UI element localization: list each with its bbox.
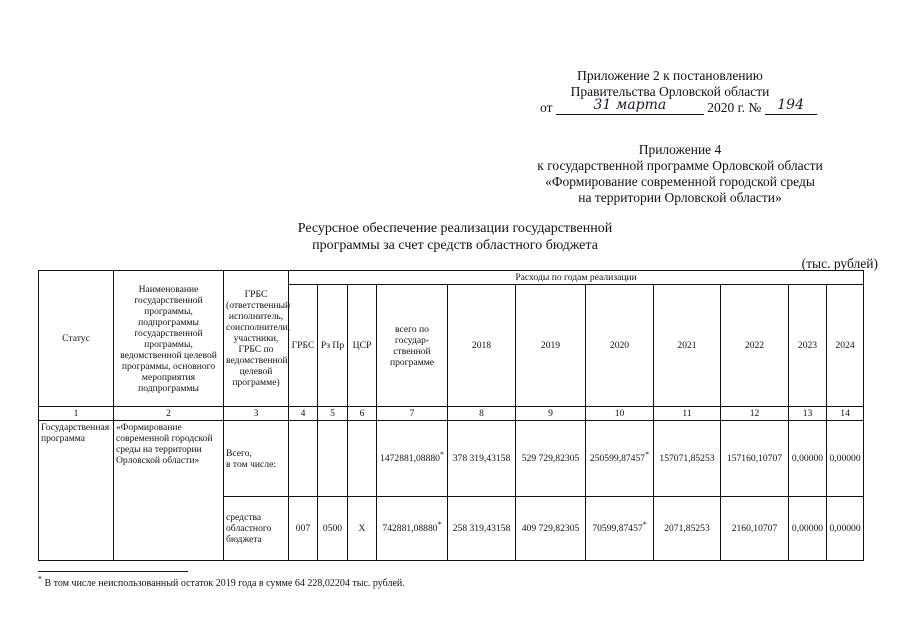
col-number: 6: [348, 407, 377, 421]
csr-cell: [348, 421, 377, 497]
table-row: [39, 421, 864, 497]
value-2020-cell: [586, 421, 654, 497]
value-2024: 0,00000: [827, 421, 864, 497]
footnote-marker: *: [437, 519, 442, 529]
rzpr-cell: 0500: [318, 497, 348, 561]
status-cell: Государственная программа: [39, 421, 114, 561]
value-2024: 0,00000: [827, 497, 864, 561]
value-2022: 157160,10707: [721, 421, 789, 497]
total-cell: [377, 497, 448, 561]
head-total: всего по государ-ственной программе: [377, 285, 448, 407]
grbs-cell: 007: [289, 497, 318, 561]
col-number: 9: [516, 407, 586, 421]
date-prefix: от: [540, 100, 553, 115]
col-number: 10: [586, 407, 654, 421]
head-year-2020: 2020: [586, 285, 654, 407]
appendix2-line1: Приложение 2 к постановлению: [577, 68, 763, 83]
footnote-divider: [38, 571, 188, 572]
rzpr-cell: [318, 421, 348, 497]
units-label: (тыс. рублей): [801, 256, 878, 271]
value-2020: 250599,87457: [589, 453, 646, 464]
head-year-2023: 2023: [789, 285, 827, 407]
head-grbs-full: ГРБС (ответственный исполнитель, соисполнители, участники, ГРБС по ведомственной целевой программе): [224, 271, 289, 407]
appendix2-header: [520, 68, 820, 100]
col-number: 13: [789, 407, 827, 421]
value-2019: 529 729,82305: [516, 421, 586, 497]
total-cell: [377, 421, 448, 497]
date-field: [556, 97, 704, 115]
head-expenses: Расходы по годам реализации: [289, 271, 864, 285]
date-handwritten: 31 марта: [593, 97, 667, 113]
grbs-cell: [289, 421, 318, 497]
total-value: 1472881,08880: [380, 453, 440, 464]
footnote-text: В том числе неиспользованный остаток 2019 года в сумме 64 228,02204 тыс. рублей.: [42, 578, 405, 589]
head-year-2019: 2019: [516, 285, 586, 407]
value-2018: 258 319,43158: [448, 497, 516, 561]
col-number: 2: [114, 407, 224, 421]
csr-cell: Х: [348, 497, 377, 561]
footnote-marker: *: [439, 449, 444, 459]
value-2021: 2071,85253: [654, 497, 721, 561]
appendix4-line3: «Формирование современной городской среды: [545, 174, 815, 189]
column-numbers-row: [39, 407, 864, 421]
value-2022: 2160,10707: [721, 497, 789, 561]
head-year-2022: 2022: [721, 285, 789, 407]
value-2019: 409 729,82305: [516, 497, 586, 561]
date-year: 2020 г. №: [707, 100, 762, 115]
head-year-2018: 2018: [448, 285, 516, 407]
value-2021: 157071,85253: [654, 421, 721, 497]
col-number: 1: [39, 407, 114, 421]
head-status: Статус: [39, 271, 114, 407]
head-csr: ЦСР: [348, 285, 377, 407]
head-year-2021: 2021: [654, 285, 721, 407]
title-line1: Ресурсное обеспечение реализации государственной: [297, 221, 613, 236]
head-name: Наименование государственной программы, подпрограммы государственной программы, ведомственной целевой программы, основного мероприятия подпрограммы: [114, 271, 224, 407]
number-field: [765, 97, 817, 115]
appendix4-line4: на территории Орловской области»: [578, 190, 782, 205]
appendix4-line1: Приложение 4: [638, 142, 722, 157]
footnote: [38, 574, 405, 589]
col-number: 4: [289, 407, 318, 421]
head-rzpr: Рз Пр: [318, 285, 348, 407]
col-number: 7: [377, 407, 448, 421]
appendix4-line2: к государственной программе Орловской области: [537, 158, 823, 173]
col-number: 8: [448, 407, 516, 421]
col-number: 12: [721, 407, 789, 421]
decree-date-line: [540, 97, 840, 116]
value-2020-cell: [586, 497, 654, 561]
title-line2: программы за счет средств областного бюджета: [312, 238, 598, 253]
document-title: [230, 220, 680, 254]
head-year-2024: 2024: [827, 285, 864, 407]
col-number: 11: [654, 407, 721, 421]
value-2023: 0,00000: [789, 421, 827, 497]
number-handwritten: 194: [777, 97, 804, 113]
col-number: 3: [224, 407, 289, 421]
row-label: Всего, в том числе:: [224, 421, 289, 497]
head-grbs: ГРБС: [289, 285, 318, 407]
value-2020: 70599,87457: [592, 523, 643, 534]
program-name-cell: «Формирование современной городской среды на территории Орловской области»: [114, 421, 224, 561]
total-value: 742881,08880: [382, 523, 438, 534]
footnote-marker: *: [645, 449, 650, 459]
appendix2-line2: Правительства Орловской области: [570, 84, 770, 99]
col-number: 14: [827, 407, 864, 421]
appendix4-header: [510, 142, 850, 206]
col-number: 5: [318, 407, 348, 421]
resource-table: [38, 270, 864, 561]
row-label: средства областного бюджета: [224, 497, 289, 561]
value-2018: 378 319,43158: [448, 421, 516, 497]
value-2023: 0,00000: [789, 497, 827, 561]
footnote-marker: *: [642, 519, 647, 529]
footnote-marker: *: [38, 574, 42, 584]
table-head-row-1: [39, 271, 864, 285]
